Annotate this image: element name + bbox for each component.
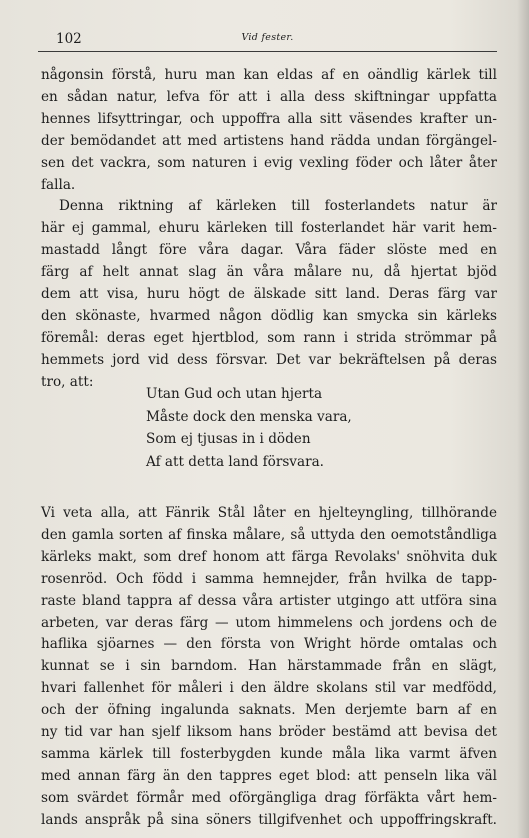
running-head: Vid fester.	[241, 32, 294, 43]
page-number: 102	[56, 31, 82, 47]
text-line: någonsin förstå, huru man kan eldas af en oändlig kärlek till	[41, 67, 497, 83]
text-line: som svärdet förmår med oförgängliga drag förfäkta vårt hem-	[41, 789, 497, 806]
poem-line: Som ej tjusas in i döden	[146, 431, 311, 447]
poem-line: Måste dock den menska vara,	[146, 408, 352, 425]
text-line: rosenröd. Och född i samma hemnejder, från hvilka de tapp-	[41, 570, 497, 587]
text-line: föremål: deras eget hjertblod, som rann i strida strömmar på	[41, 329, 497, 346]
text-line: dem att visa, huru högt de älskade sitt land. Deras färg var	[41, 286, 497, 303]
text-line: der bemödandet att med artistens hand rädda undan förgängel-	[41, 132, 497, 149]
text-line: hemmets jord vid dess försvar. Det var bekräftelsen på deras	[41, 351, 497, 368]
poem-line: Utan Gud och utan hjerta	[146, 386, 323, 402]
text-line: lands anspråk på sina söners tillgifvenhet och uppoffringskraft.	[41, 811, 497, 828]
text-line: tro, att:	[41, 373, 94, 390]
text-line: sen det vackra, som naturen i evig vexling föder och låter åter	[41, 154, 497, 171]
text-line: Vi veta alla, att Fänrik Stål låter en hjelteyngling, tillhörande	[41, 505, 497, 521]
text-line: här ej gammal, ehuru kärleken till fosterlandet här varit hem-	[41, 220, 497, 237]
text-line: mastadd långt före våra dagar. Våra fäder slöste med en	[41, 242, 497, 259]
poem-quote	[146, 383, 352, 473]
text-line: kärleks makt, som dref honom att färga Revolaks' snöhvita duk	[41, 548, 497, 565]
paragraph-block-2	[41, 503, 497, 832]
text-line: kunnat se i sin barndom. Han härstammade från en slägt,	[41, 658, 497, 675]
text-line: ny tid var han sjelf liksom hans bröder bestämd att bevisa det	[41, 724, 497, 741]
text-line: med annan färg än den tappres eget blod: att penseln lika väl	[41, 767, 497, 784]
text-line: färg af helt annat slag än våra målare nu, då hjertat bjöd	[41, 264, 497, 281]
text-line: och der öfning ingalunda saknats. Men derjemte barn af en	[41, 702, 497, 719]
text-line: Denna riktning af kärleken till fosterlandets natur är	[59, 198, 497, 215]
text-line: en sådan natur, lefva för att i alla dess skiftningar uppfatta	[41, 88, 497, 105]
text-line: falla.	[41, 176, 76, 193]
text-line: samma kärlek till fosterbygden kunde måla lika varmt äfven	[41, 745, 497, 762]
text-line: arbeten, var deras färg — utom himmelens och jordens och de	[41, 614, 497, 631]
paragraph-block-1	[41, 65, 497, 394]
text-line: den skönaste, hvarmed någon dödlig kan smycka sin kärleks	[41, 307, 497, 324]
text-line: raste bland tappra af dessa våra artister utgingo att utföra sina	[41, 592, 497, 609]
text-line: hvari fallenhet för måleri i den äldre skolans stil var medfödd,	[41, 680, 497, 697]
text-line: den gamla sorten af finska målare, så uttyda den oemotståndliga	[41, 526, 497, 543]
page-edge-shadow	[517, 0, 529, 838]
text-line: hennes lifsyttringar, och uppoffra alla sitt väsendes krafter un-	[41, 110, 497, 127]
text-line: haflika sjöarnes — den första von Wright hörde omtalas och	[41, 636, 497, 653]
poem-line: Af att detta land försvara.	[146, 453, 325, 470]
page-header	[38, 27, 497, 52]
